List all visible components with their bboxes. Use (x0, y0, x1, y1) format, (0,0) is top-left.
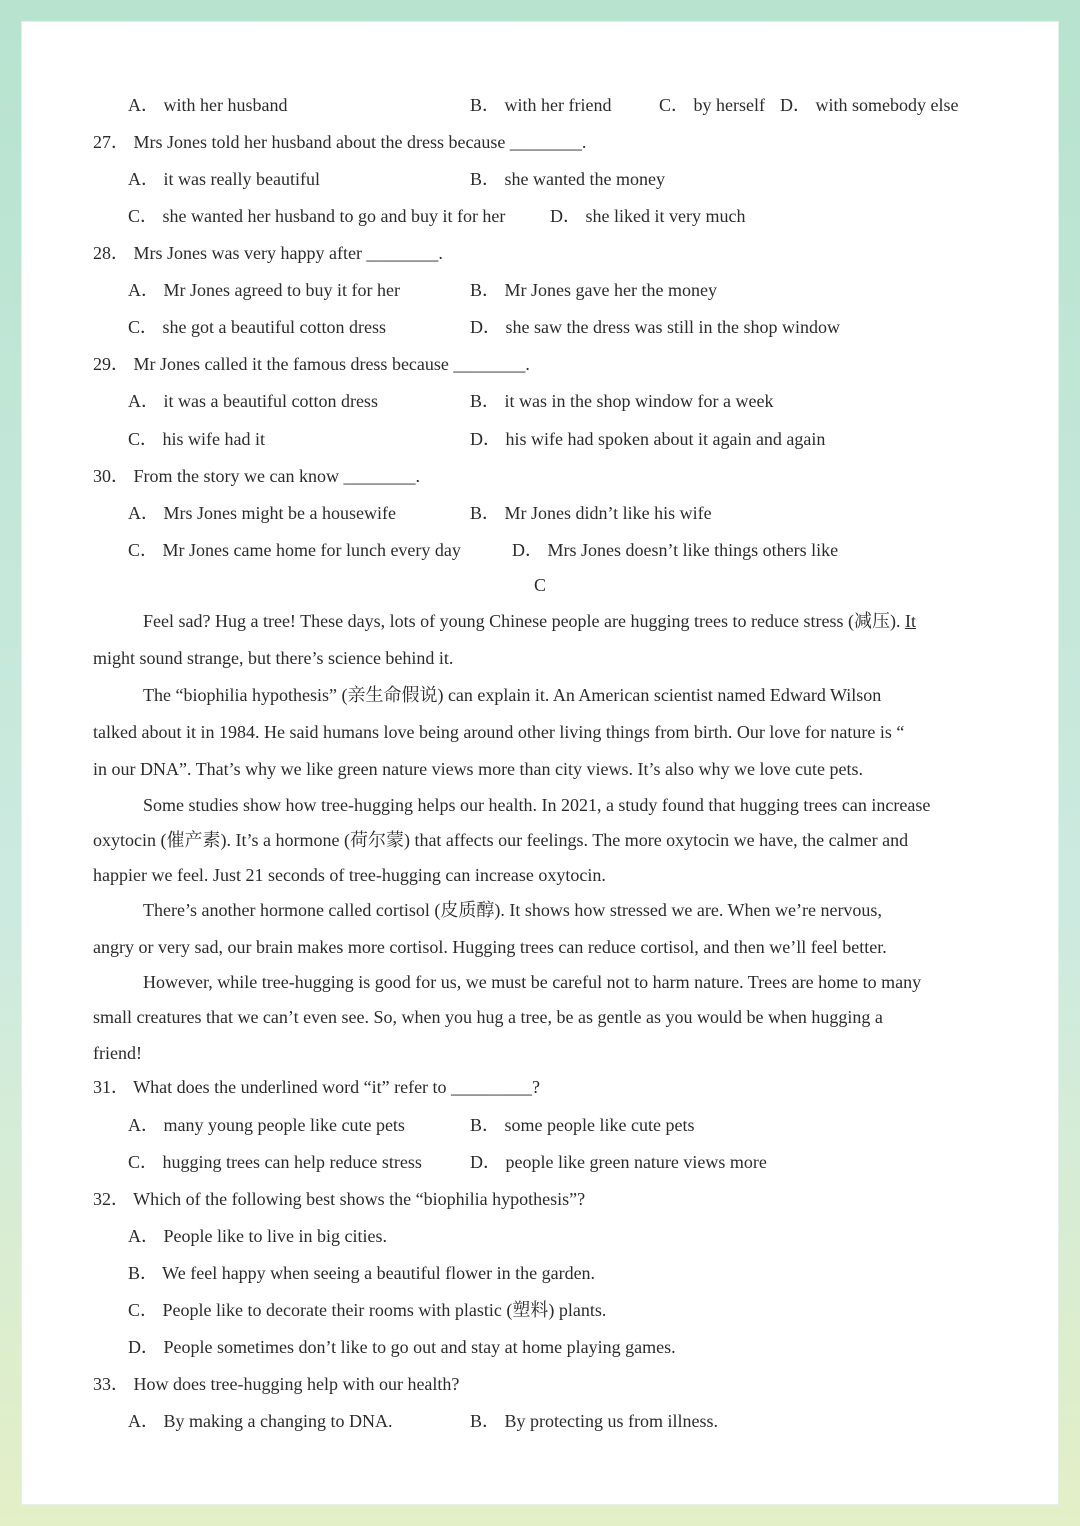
q26-option-b: B． with her friend (470, 95, 612, 115)
passage-p4-line1: There’s another hormone called cortisol (皮质醇). It shows how stressed we are. When we’re nervous, (143, 900, 882, 920)
passage-p3-line1: Some studies show how tree-hugging helps our health. In 2021, a study found that hugging trees can increase (143, 795, 931, 815)
q31-stem: 31． What does the underlined word “it” refer to _________? (93, 1077, 541, 1097)
q29-option-b: B． it was in the shop window for a week (470, 391, 774, 411)
q27-stem: 27． Mrs Jones told her husband about the dress because ________. (93, 132, 587, 152)
q28-option-b: B． Mr Jones gave her the money (470, 280, 717, 300)
q29-stem: 29． Mr Jones called it the famous dress because ________. (93, 354, 530, 374)
q32-option-d: D． People sometimes don’t like to go out and stay at home playing games. (128, 1337, 676, 1357)
q30-option-c: C． Mr Jones came home for lunch every day (128, 540, 461, 560)
q26-option-d: D． with somebody else (780, 95, 959, 115)
q33-option-b: B． By protecting us from illness. (470, 1411, 718, 1431)
underlined-word-it: It (904, 611, 916, 631)
q30-option-b: B． Mr Jones didn’t like his wife (470, 503, 712, 523)
passage-p5-line2: small creatures that we can’t even see. So, when you hug a tree, be as gentle as you would be when hugging a (93, 1007, 883, 1027)
q31-option-d: D． people like green nature views more (470, 1152, 767, 1172)
passage-p5-line1: However, while tree-hugging is good for us, we must be careful not to harm nature. Trees are home to many (143, 972, 922, 992)
passage-p1-line1 (143, 609, 916, 633)
passage-p2-line1: The “biophilia hypothesis” (亲生命假说) can explain it. An American scientist named Edward Wilson (143, 685, 882, 705)
q32-option-c: C． People like to decorate their rooms with plastic (塑料) plants. (128, 1300, 607, 1320)
q31-option-c: C． hugging trees can help reduce stress (128, 1152, 422, 1172)
q29-option-d: D． his wife had spoken about it again and again (470, 429, 826, 449)
q30-option-d: D． Mrs Jones doesn’t like things others like (512, 540, 839, 560)
q33-option-a: A． By making a changing to DNA. (128, 1411, 393, 1431)
passage-p2-line2: talked about it in 1984. He said humans love being around other living things from birth. Our love for nature is “ (93, 722, 905, 742)
q30-option-a: A． Mrs Jones might be a housewife (128, 503, 396, 523)
q28-option-c: C． she got a beautiful cotton dress (128, 317, 386, 337)
q28-option-a: A． Mr Jones agreed to buy it for her (128, 280, 400, 300)
q29-option-a: A． it was a beautiful cotton dress (128, 391, 378, 411)
q27-option-a: A． it was really beautiful (128, 169, 320, 189)
q32-option-a: A． People like to live in big cities. (128, 1226, 387, 1246)
q29-option-c: C． his wife had it (128, 429, 265, 449)
q31-option-b: B． some people like cute pets (470, 1115, 695, 1135)
q30-stem: 30． From the story we can know ________. (93, 466, 420, 486)
passage-p3-line2: oxytocin (催产素). It’s a hormone (荷尔蒙) that affects our feelings. The more oxytocin we have, the calmer and (93, 830, 909, 850)
passage-p3-line3: happier we feel. Just 21 seconds of tree-hugging can increase oxytocin. (93, 865, 606, 885)
section-label: C (533, 575, 546, 595)
q26-option-a: A． with her husband (128, 95, 288, 115)
passage-p4-line2: angry or very sad, our brain makes more cortisol. Hugging trees can reduce cortisol, and then we’ll feel better. (93, 937, 887, 957)
q27-option-b: B． she wanted the money (470, 169, 665, 189)
q32-option-b: B． We feel happy when seeing a beautiful flower in the garden. (128, 1263, 596, 1283)
q28-stem: 28． Mrs Jones was very happy after ________. (93, 243, 443, 263)
passage-p1-line2: might sound strange, but there’s science behind it. (93, 648, 454, 668)
passage-p2-line3: in our DNA”. That’s why we like green nature views more than city views. It’s also why we love cute pets. (93, 759, 863, 779)
q27-option-d: D． she liked it very much (550, 206, 746, 226)
passage-p5-line3: friend! (93, 1043, 142, 1063)
passage-p1-text: Feel sad? Hug a tree! These days, lots of young Chinese people are hugging trees to reduce stress (减压). (143, 611, 905, 631)
q31-option-a: A． many young people like cute pets (128, 1115, 405, 1135)
q33-stem: 33． How does tree-hugging help with our health? (93, 1374, 460, 1394)
q28-option-d: D． she saw the dress was still in the shop window (470, 317, 840, 337)
q26-option-c: C． by herself (659, 95, 765, 115)
q32-stem: 32． Which of the following best shows the “biophilia hypothesis”? (93, 1189, 586, 1209)
q27-option-c: C． she wanted her husband to go and buy it for her (128, 206, 506, 226)
